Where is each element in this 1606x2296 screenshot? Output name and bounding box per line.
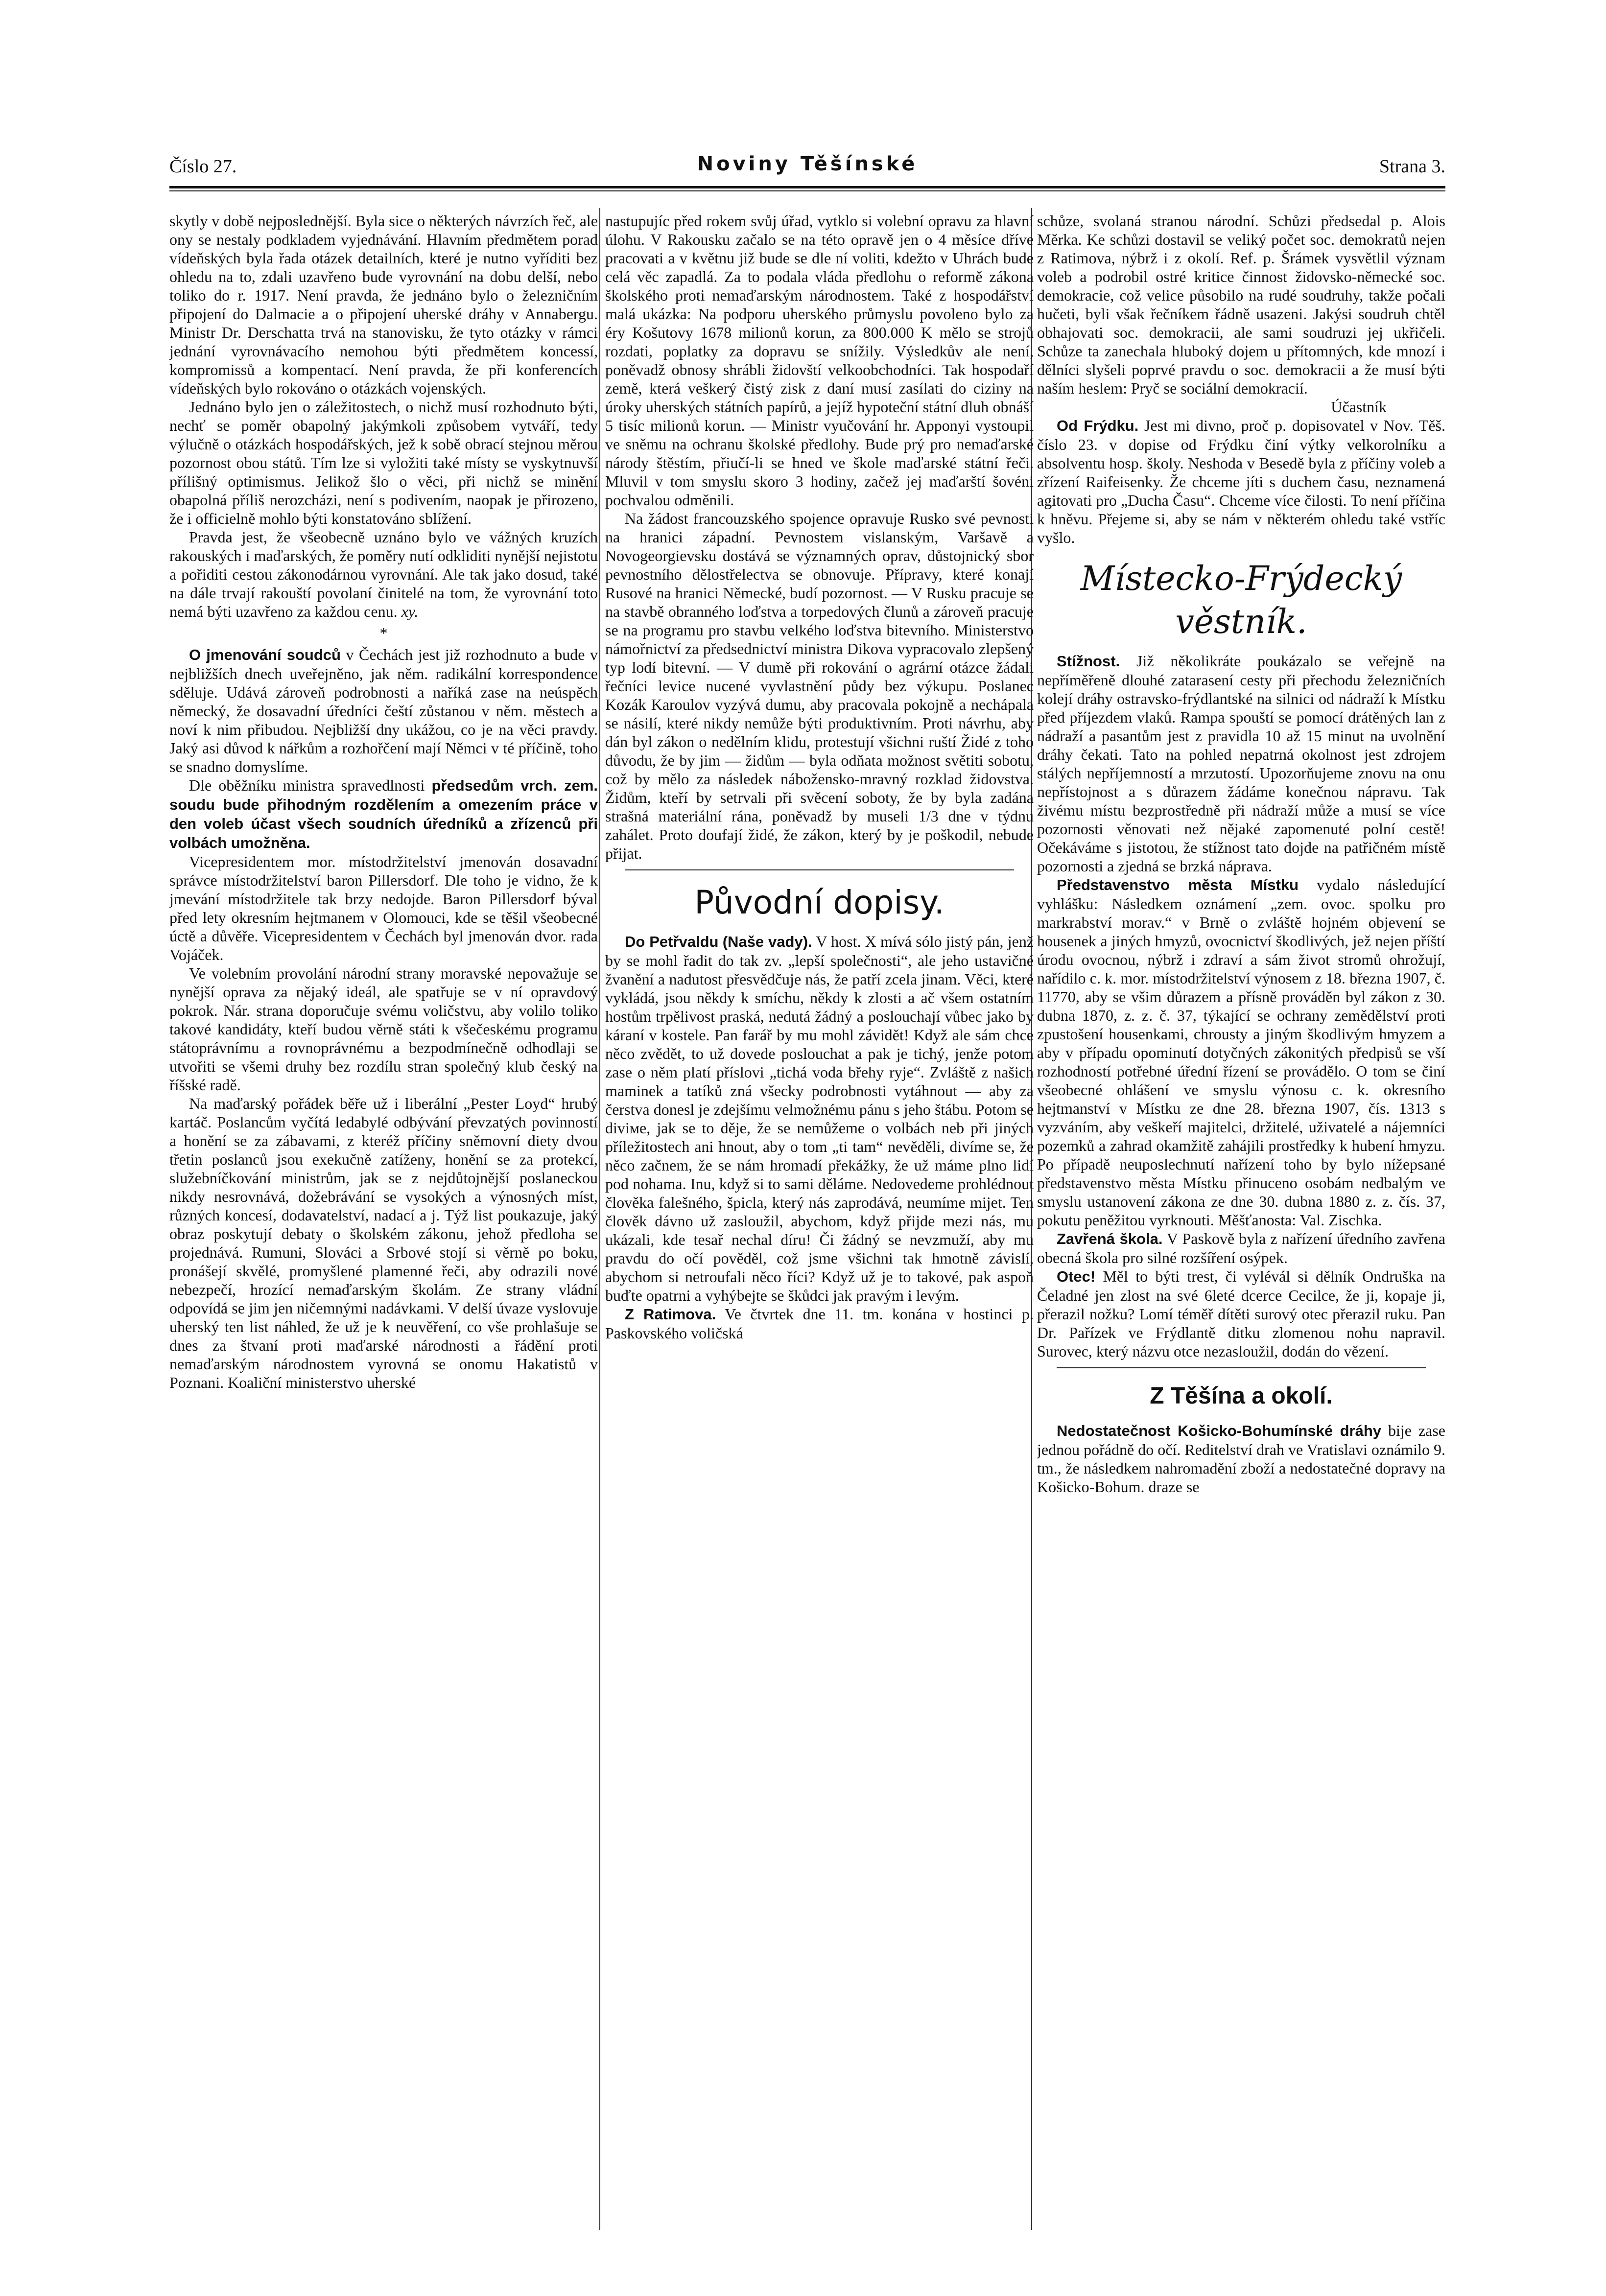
article-lead: Do Petřvaldu [625,933,719,950]
article-paragraph: Vicepresidentem mor. místodržitelství jmenován dosavadní správce místodržitelství baron Pillersdorf. Dle toho je vidno, že k jmevání místodržitele tak brzy nedojde. Baron Pillersdorf býval před lety okresním hejtmanem v Olomouci, kde se těšil všeobecné úctě a důvěře. Vicepresidentem v Čechách byl jmenován dvor. rada Vojáček. [169,853,598,963]
header-rule-thin [169,190,1445,191]
column-3 [1037,211,1445,2243]
article-lead: Představenstvo města Místku [1057,876,1299,893]
article-paragraph [1037,1229,1445,1267]
section-heading: Místecko-Frýdecký věstník. [1080,560,1402,641]
paragraph-text: Již několikráte poukázalo se veřejně na nepříměřeně dlouhé zatarasení cesty při přechodu železničních kolejí dráhy ostravsko-frýdlantské na silnici od nádraží k Místku před příjezdem vlaků. Rampa spouští se pomocí drátěných lan z nádraží a pasantům jest z pravidla 10 až 15 minut na uvolnění dráhy čekati. Tato na pohled nepatrná okolnost jest zdrojem stálých nepříjemností a mrzutostí. Upozorňujeme znovu na onu nepřístojnost a s důrazem žádáme konečnou nápravu. Tak živému místu bezprostředně při nádraží může a musí se více pozornosti věnovati než nějaké zapomenuté polní cestě! Očekáváme s jistotou, že stížnost tato dojde na patřičném místě pozornosti a zjedná se brzká náprava. [1037,652,1445,875]
article-paragraph: Na žádost francouzského spojence opravuje Rusko své pevnosti na hranici západní. Pevnostem vislanským, Varšavě a Novogeorgievsku dostává se významných oprav, důstojnický sbor pevnostního dělostřelectva se obnovuje. Přípravy, které konají Rusové na hranici Německé, budí pozornost. — V Rusku pracuje se na stavbě obranného loďstva a torpedových člunů a zároveň pracuje se na programu pro stavbu velkého loďstva bitevního. Ministerstvo námořnictví za předsednictví ministra Dikova vypracovalo zlepšený typ lodí bitevní. — V dumě při rokování o agrární otázce žádali řečníci levice nucené vyvlastnění půdy bez výkupu. Poslanec Kozák Karoulov vyzývá dumu, aby pracovala pokojně a nechápala se násilí, které nikdy nemůže býti produktivním. Proti návrhu, aby dán byl zákon o nedělním klidu, protestují všichni ruští Židé z toho důvodu, že by jim — židům — byla odňata možnost světiti sobotu, což by mělo za následek nábožensko-mravný rozklad židovstva. Židům, kteří by setrvali při svěcení soboty, že by byla zadána strašná materiální rána, poněvadž by museli 1/3 dne v týdnu zahálet. Proto doufají židé, že zákon, který by je poškodil, nebude přijat. [605,510,1034,862]
article-paragraph: Jednáno bylo jen o záležitostech, o nichž musí rozhodnuto býti, nechť se poměr obapolný jakýmkoli způsobem vytváří, tedy výlučně o otázkách hospodářských, jež k sobě obrací stejnou měrou pozornost obou států. Tím lze si vyložiti také místy se vyskytnuvší přílišný optimismus. Jelikož šlo o věci, při nichž se minění obapolná příliš nerozcházi, není s podivením, naopak je přirozeno, že i officielně mohlo býti konstatováno sblížení. [169,398,598,527]
article-paragraph [169,528,598,621]
header-rule [169,186,1445,188]
article-paragraph [605,1305,1034,1342]
author-signature: xy. [401,603,419,620]
paragraph-text: v Čechách jest již rozhodnuto a bude v nejbližších dnech uveřejněno, jak něm. radikální korrespondence sděluje. Udává zároveň podrobnosti a naříká zase na neúspěch německý, že dosavadní úředníci čeští zůstanou v něm. městech a noví k nim přibudou. Nejbližší dny ukážou, co je na věci pravdy. Jaký asi důvod k nářkům a rozhořčení mají Němci v té příčině, toho se snadno domyslíme. [169,646,598,775]
article-paragraph [1037,416,1445,547]
article-subtitle: (Naše vady). [722,933,812,950]
paragraph-text: V Paskově byla z nařízení úředního zavřena obecná škola pro silné rozšíření osýpek. [1037,1230,1445,1266]
column-1 [169,211,598,2243]
author-signature: Účastník [1331,398,1387,416]
paragraph-text: Jest mi divno, proč p. dopisovatel v Nov. Těš. číslo 23. v dopise od Frýdku činí výtky velkorolníku a absolventu hosp. školy. Neshoda v Besedě byla z příčiny voleb a zřízení Raifeisenky. Že chceme jíti s duchem času, neznamená agitovati pro „Ducha Času“. Chceme více čilosti. To není příčina k hněvu. Přejeme si, aby se nám v některém ohledu také vstříc vyšlo. [1037,417,1445,546]
article-paragraph [1037,652,1445,875]
article-lead: Z Ratimova. [625,1306,716,1323]
paragraph-text: vydalo následující vyhlášku: Následkem oznámení „zem. ovoc. spolku pro markrabství morav.“ v Brně o zvláště hojném objevení se housenek a jiných hmyzů, ovocnictví škodlivých, jež nejen příští úrodu ovocnou, nýbrž i zdraví a sám život stromů ohrožují, nařídilo c. k. mor. místodržitelství výnosem z 18. března 1907, č. 11770, aby se všim důrazem a přísně prováděn byl zákon z 30. dubna 1870, z. z. č. 37, týkající se ochrany zemědělství proti zpustošení housenkami, chrousty a jiným škodlivým hmyzem a aby v případu opominutí dotyčných zákonitých předpisů se vší rozhodností potřebné úřední řízení se provádělo. O tom se činí všeobecné ohlášení ve smyslu výnosu c. k. okresního hejtmanství v Místku ze dne 28. března 1907, čís. 1313 s vyzváním, aby veškeří majitelci, držitelé, uživatelé a nájemníci pozemků a zahrad okamžitě zahájili prostředky k hubení hmyzu. Po případě neuposlechnutí nařízení toho by bylo nížepsané představenstvo města Místku přinuceno osobám nedbalým ve smyslu ustanovení zákona ze dne 30. dubna 1880 z. z. čís. 37, pokutu peněžitou vyrknouti. Měšťanosta: Val. Zischka. [1037,876,1445,1229]
paragraph-text: bije zase jednou pořádně do očí. Reditelství drah ve Vratislavi oznámilo 9. tm., že následkem nahromadění zboží a nedostatečné dopravy na Košicko-Bohum. draze se [1037,1422,1445,1496]
section-rule [625,869,1014,870]
emphasis-text: předsedům vrch. zem. soudu bude přihodným rozdělením a omezením práce v den voleb účast všech soudních úředníků a zřízenců při volbách umožněna. [169,777,598,851]
column-divider [599,208,600,2230]
article-lead: Stížnost. [1057,653,1120,670]
article-paragraph: skytly v době nejposlednější. Byla sice o některých návrzích řeč, ale ony se nestaly podkladem vyjednávání. Hlavním předmětem porad vídeňských byla řada otázek detailních, které je nutno vyříditi bez ohledu na to, zdali uzavřeno bude vyrovnání na dobu delší, nebo toliko do r. 1917. Není pravda, že jednáno bylo o železničním připojení do Dalmacie a o připojení uherské dráhy v Annabergu. Ministr Dr. Derschatta trvá na stanovisku, že tyto otázky v rámci jednání vyrovnávacího nemohou býti předmětem koncessí, kompromissů a kompentací. Není pravda, že při konferencích vídeňských bylo rokováno o otázkách vojenských. [169,212,598,397]
article-paragraph: Na maďarský pořádek běře už i liberální „Pester Loyd“ hrubý kartáč. Poslancům vyčítá ledabylé odbývání převzatých povinností a honění se za zábavami, z kteréž příčiny sněmovní diety dvou třetin poslanců jsou exekučně zatíženy, honění se za protekcí, služebníčkování ministrům, jak se z nejdůtojnější poslaneckou nikdy nesrovnává, dožebrávání se vysokých a výnosných míst, různých koncesí, dodavatelství, nadací a j. Týž list poukazuje, jaký obraz poskytují debaty o školském zákonu, jehož předloha se projednává. Rumuni, Slováci a Srbové stojí si věrně po boku, pronášejí skvělé, promyšlené plamenné řeči, aby odrazili nové nebezpečí, hrozící nemaďarským školám. Ze strany vládní odpovídá se jim jen ničemnými nadávkami. V delší úvaze vyslovuje uherský ten list náhled, že už je k neuvěření, co vše prohlašuje se dnes za štvaní proti maďarské národnosti a řádění proti nemaďarským národnostem vyrovná se onomu Hakatistů v Poznani. Koaliční ministerstvo uherské [169,1095,598,1391]
column-2 [605,211,1034,2243]
issue-number: Číslo 27. [169,156,237,177]
page-number: Strana 3. [1379,156,1445,177]
section-heading: Původní dopisy. [694,884,945,921]
article-lead: Otec! [1057,1268,1096,1285]
article-paragraph: schůze, svolaná stranou národní. Schůzi předsedal p. Alois Měrka. Ke schůzi dostavil se veliký počet soc. demokratů nejen z Ratimova, nýbrž i z okolí. Ref. p. Šrámek vysvětlil význam voleb a podrobil ostré kritice činnost židovsko-německé soc. demokracie, což velice působilo na rudé soudruhy, takže počali hučeti, byli však řečníkem řádně usazeni. Jakýsi soudruh chtěl obhajovati soc. demokracii, ale sami soudruzi jej ukřičeli. Schůze ta zanechala hluboký dojem u přítomných, kde mnozí i dělníci slyšeli poprvé pravdu o soc. demokracii a že musí býti naším heslem: Pryč se sociální demokracií. [1037,212,1445,397]
article-lead: Zavřená škola. [1057,1230,1163,1247]
paragraph-text: Ve čtvrtek dne 11. tm. konána v hostinci p. Paskovského voličská [605,1305,1034,1342]
article-paragraph [169,645,598,776]
paragraph-text: V host. X mívá sólo jistý pán, jenž by se mohl řadit do tak zv. „lepší společnosti“, ale jeho ustavičné žvanění a nadutost přesvědčuje nás, že patří zcela jinam. Věci, které vykládá, jsou někdy k smíchu, někdy k zlosti a ač všem ostatním hostům trpělivost praská, nedutá žádný a poslouchají vůbec jako by káraní v kostele. Pan farář by mu mohl závidět! Když ale sám chce něco zvědět, to už dovede poslouchat a pak je tichý, jenže potom zase o něm platí příslovi „tichá voda břehy ryje“. Zvláště z našich maminek a tatíků zná všecky podrobnosti vytáhnout — aby za čerstva donesl je zdejšímu velmožnému pánu s jeho štábu. Potom se diviме, jak se to děje, že se nemůžeme o volbách neb při jiných příležitostech ani hnout, aby o tom „ti tam“ nevěděli, divíme se, že něco začnem, že se nám hromadí překážky, že už máme plno lidí pod nohama. Inu, když si to sami děláme. Nedovedeme prohlédnout člověka falešného, špicla, který nás zaprodává, neumíme mijet. Ten člověk dávno už zasloužil, abychom, když přijde mezi nás, mu ukázali, kde tesař nechal díru! Či žádný se nevzmuží, aby mu pravdu do očí pověděl, což jsme všichni tak hmotně závislí, abychom si netroufali něco říci? Když už je to takové, pak aspoň buďte opatrni a vyhýbejte se škůdci jak pravým i levým. [605,933,1034,1304]
paragraph-text: Měl to býti trest, či vylévál si dělník Ondruška na Čeladné jen zlost na své 6leté dcerce Cecilce, že ji, kopaje ji, přerazil nožku? Lomí téměř dítěti surový otec přerazil ruku. Pan Dr. Pařízek ve Frýdlantě ditku zlomenou nohu napravil. Surovec, který názvu otce nezasloužil, dodán do vězení. [1037,1267,1445,1360]
page-header [169,153,1445,182]
article-paragraph [1037,875,1445,1229]
article-paragraph [605,932,1034,1305]
paragraph-text: Dle oběžníku ministra spravedlnosti [189,776,432,794]
article-paragraph [1037,1421,1445,1496]
section-heading: Z Těšína a okolí. [1150,1383,1333,1409]
article-paragraph [1037,1267,1445,1360]
article-paragraph: nastupujíc před rokem svůj úřad, vytklo si volební opravu za hlavní úlohu. V Rakousku začalo se na této opravě jen o 4 měsíce dříve pracovati a v květnu již bude se dle ní voliti, kdežto v Uhrách bude celá věc zapadlá. Za to podala vláda předlohu o reformě zákona školského proti nemaďarským národnostem. Také z hospodářství malá ukázka: Na podporu uherského průmyslu povoleno bylo za éry Košutovy 1678 milionů korun, za 800.000 K mělo se strojů rozdati, poplatky za dopravu se snížily. Výsledkův ale není, poněvadž obnosy shrábli židovští velkoobchodníci. Tak hospodaří země, která veškerý čistý zisk z daní musí zasílati do ciziny na úroky uherských státních papírů, a jejíž hypoteční státní dluh obnáší 5 tisíc milionů korun. — Ministr vyučování hr. Apponyi vystoupil ve sněmu na ochranu školské předlohy. Bude prý pro nemaďarské národy štěstím, přiučí-li se hned ve škole maďarské státní řeči. Mluvil v tom smyslu skoro 3 hodiny, začež jej maďarští šovéni pochvalou odměnili. [605,212,1034,509]
article-paragraph: Ve volebním provolání národní strany moravské nepovažuje se nynější oprava za nějaký ideál, ale spatřuje se v ní opravdový pokrok. Nár. strana doporučuje svému voličstvu, aby volilo toliko takové kandidáty, kteří budou věrně státi k všečeskému programu státoprávnímu a rovnoprávnému a bezpodmínečně odhodlaji se utvořiti se všemi druhy bez rozdílu stran společný klub český na říšské radě. [169,964,598,1094]
article-paragraph [169,776,598,852]
article-lead: O jmenování soudců [189,646,341,663]
paragraph-text: Pravda jest, že všeobecně uznáno bylo ve vážných kruzích rakouských i maďarských, že poměry nutí odkliditi nynější nejistotu a pořiditi cestou zákonodárnou vyrovnání. Ale tak jako dosud, také na dále trvají rakouští povolaní činitelé na tom, že vyrovnání toto nemá býti uzavřeno za každou cenu. [169,528,598,620]
article-lead: Nedostatečnost Košicko-Bohumínské dráhy [1057,1422,1382,1439]
section-rule [1057,1367,1426,1368]
section-separator: * [379,624,388,642]
masthead-title: Noviny Těšínské [697,153,918,175]
article-lead: Od Frýdku. [1057,417,1139,434]
